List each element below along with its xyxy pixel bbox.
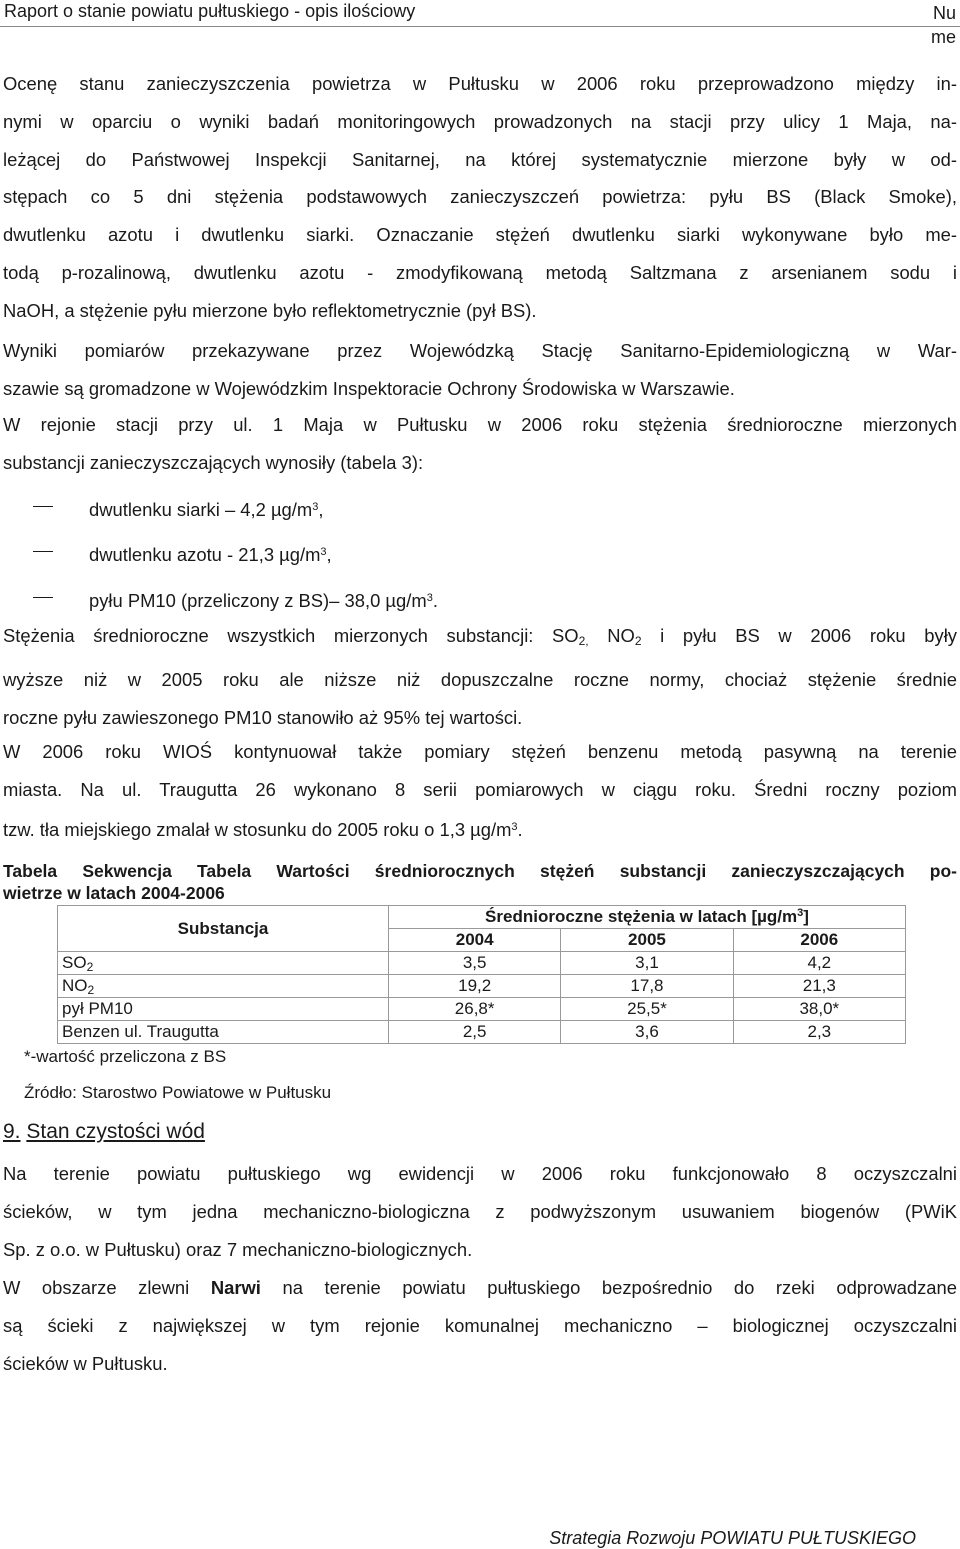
substance-cell — [58, 952, 389, 975]
subscript: 2 — [87, 982, 95, 997]
text-line: W 2006 roku WIOŚ kontynuował także pomiary stężeń benzenu metodą pasywną na terenie — [3, 741, 957, 762]
cell-text: SO — [62, 952, 87, 972]
text-line: wyższe niż w 2005 roku ale niższe niż dopuszczalne roczne normy, chociaż stężenie średnie — [3, 668, 957, 690]
substance-cell — [58, 998, 389, 1021]
table-row — [58, 975, 906, 998]
dash-bullet — [33, 506, 53, 507]
text-run: Stężenia średnioroczne wszystkich mierzonych substancji: SO — [3, 625, 579, 646]
dash-bullet — [33, 551, 53, 552]
bold-text: Narwi — [210, 1277, 261, 1298]
value-cell: 2,5 — [389, 1021, 561, 1044]
superscript: 3 — [797, 907, 804, 919]
paragraph-narew-catchment — [3, 1269, 957, 1382]
paragraph-wastewater-plants — [3, 1155, 957, 1268]
bullet-text: dwutlenku azotu - 21,3 µg/m — [89, 544, 321, 565]
table-row — [58, 998, 906, 1021]
text-line: Sp. z o.o. w Pułtusku) oraz 7 mechaniczno-biologicznych. — [3, 1238, 473, 1260]
cell-text: Benzen ul. Traugutta — [62, 1022, 219, 1041]
column-header-year: 2004 — [389, 929, 561, 952]
paragraph-benzene — [3, 733, 957, 848]
superscript: 3 — [312, 501, 319, 513]
cell-text: pył PM10 — [62, 999, 133, 1018]
table-source: Źródło: Starostwo Powiatowe w Pułtusku — [24, 1083, 332, 1102]
text-line: W rejonie stacji przy ul. 1 Maja w Pułtusku w 2006 roku stężenia średnioroczne mierzonych — [3, 414, 957, 435]
value-cell: 4,2 — [733, 952, 905, 975]
table-row — [58, 1021, 906, 1044]
punctuation: . — [432, 590, 438, 611]
column-header-substance: Substancja — [58, 906, 389, 952]
value-cell: 21,3 — [733, 975, 905, 998]
paragraph-annual-concentrations — [3, 617, 957, 736]
table-header-row — [58, 906, 906, 929]
paragraph-air-quality-intro — [3, 65, 957, 330]
text-run: NO — [588, 625, 635, 646]
superscript: 3 — [320, 546, 327, 558]
bullet-text: pyłu PM10 (przeliczony z BS)– 38,0 µg/m — [89, 590, 427, 611]
substance-cell — [58, 975, 389, 998]
text-line: szawie są gromadzone w Wojewódzkim Inspektoracie Ochrony Środowiska w Warszawie. — [3, 377, 735, 399]
text-line: substancji zanieczyszczających wynosiły (tabela 3): — [3, 451, 424, 473]
punctuation: , — [326, 544, 332, 565]
column-header-year: 2005 — [561, 929, 733, 952]
value-cell: 2,3 — [733, 1021, 905, 1044]
text-run: W obszarze zlewni — [3, 1277, 211, 1298]
text-line: miasta. Na ul. Traugutta 26 wykonano 8 serii pomiarowych w ciągu roku. Średni roczny poziom — [3, 778, 957, 800]
superscript: 3 — [426, 592, 433, 604]
table-footnote: *-wartość przeliczona z BS — [24, 1047, 227, 1066]
header-text: Średnioroczne stężenia w latach [µg/m — [485, 907, 798, 926]
punctuation: , — [318, 499, 324, 520]
header-divider — [0, 26, 960, 27]
concentration-table — [57, 905, 906, 1044]
value-cell: 3,5 — [389, 952, 561, 975]
value-cell: 17,8 — [561, 975, 733, 998]
text-line — [3, 1269, 957, 1307]
value-cell: 19,2 — [389, 975, 561, 998]
running-header-page: Nu me — [930, 3, 956, 47]
text-line: Na terenie powiatu pułtuskiego wg ewidencji w 2006 roku funkcjonowało 8 oczyszczalni — [3, 1163, 957, 1184]
text-line: są ścieki z największej w tym rejonie komunalnej mechaniczno – biologicznej oczyszczalni — [3, 1314, 957, 1336]
section-number: 9. — [3, 1120, 21, 1143]
table-caption — [3, 860, 957, 904]
text-line: Wyniki pomiarów przekazywane przez Wojewódzką Stację Sanitarno-Epidemiologiczną w War- — [3, 340, 957, 361]
value-cell: 3,6 — [561, 1021, 733, 1044]
dash-bullet — [33, 597, 53, 598]
text-line: leżącej do Państwowej Inspekcji Sanitarnej, na której systematycznie mierzone były w od- — [3, 148, 957, 170]
column-header-group — [389, 906, 906, 929]
text-line: ścieków, w tym jedna mechaniczno-biologiczna z podwyższonym usuwaniem biogenów (PWiK — [3, 1200, 957, 1222]
text-line: dwutlenku azotu i dwutlenku siarki. Oznaczanie stężeń dwutlenku siarki wykonywane było me- — [3, 224, 957, 246]
caption-line: Tabela Sekwencja Tabela Wartości średniorocznych stężeń substancji zanieczyszczających po- — [3, 861, 957, 881]
text-line — [3, 809, 957, 849]
value-cell: 38,0* — [733, 998, 905, 1021]
subscript: 2 — [634, 634, 642, 648]
text-run: i pyłu BS w 2006 roku były — [641, 625, 958, 646]
value-cell: 25,5* — [561, 998, 733, 1021]
subscript: 2, — [578, 634, 589, 648]
text-line: Ocenę stanu zanieczyszczenia powietrza w Pułtusku w 2006 roku przeprowadzono między in- — [3, 73, 957, 94]
value-cell: 3,1 — [561, 952, 733, 975]
substance-cell — [58, 1021, 389, 1044]
text-line: roczne pyłu zawieszonego PM10 stanowiło aż 95% tej wartości. — [3, 706, 523, 728]
text-line: ścieków w Pułtusku. — [3, 1352, 168, 1374]
paragraph-measurement-results — [3, 332, 957, 408]
text-line: NaOH, a stężenie pyłu mierzone było reflektometrycznie (pył BS). — [3, 299, 537, 321]
page-footer: Strategia Rozwoju POWIATU PUŁTUSKIEGO — [549, 1528, 916, 1548]
section-heading — [3, 1120, 205, 1144]
header-text: ] — [803, 907, 809, 926]
section-title: Stan czystości wód — [26, 1120, 205, 1143]
text-line: nymi w oparciu o wyniki badań monitoringowych prowadzonych na stacji przy ulicy 1 Maja, na- — [3, 110, 957, 132]
text-line: todą p-rozalinową, dwutlenku azotu - zmodyfikowaną metodą Saltzmana z arsenianem sodu i — [3, 261, 957, 283]
value-cell: 26,8* — [389, 998, 561, 1021]
text-line — [3, 617, 957, 661]
bullet-text: dwutlenku siarki – 4,2 µg/m — [89, 499, 313, 520]
running-header-title: Raport o stanie powiatu pułtuskiego - opis ilościowy — [4, 1, 416, 21]
caption-line: wietrze w latach 2004-2006 — [3, 883, 225, 903]
punctuation: . — [517, 818, 523, 840]
paragraph-station-results — [3, 406, 957, 482]
text-run: na terenie powiatu pułtuskiego bezpośrednio do rzeki odprowadzane — [260, 1277, 957, 1298]
column-header-year: 2006 — [733, 929, 905, 952]
text-run: tzw. tła miejskiego zmalał w stosunku do 2005 roku o 1,3 µg/m — [3, 818, 512, 840]
superscript: 3 — [511, 820, 518, 833]
text-line: stępach co 5 dni stężenia podstawowych zanieczyszczeń powietrza: pyłu BS (Black Smoke), — [3, 186, 957, 208]
subscript: 2 — [86, 959, 94, 974]
table-row — [58, 952, 906, 975]
cell-text: NO — [62, 975, 88, 995]
